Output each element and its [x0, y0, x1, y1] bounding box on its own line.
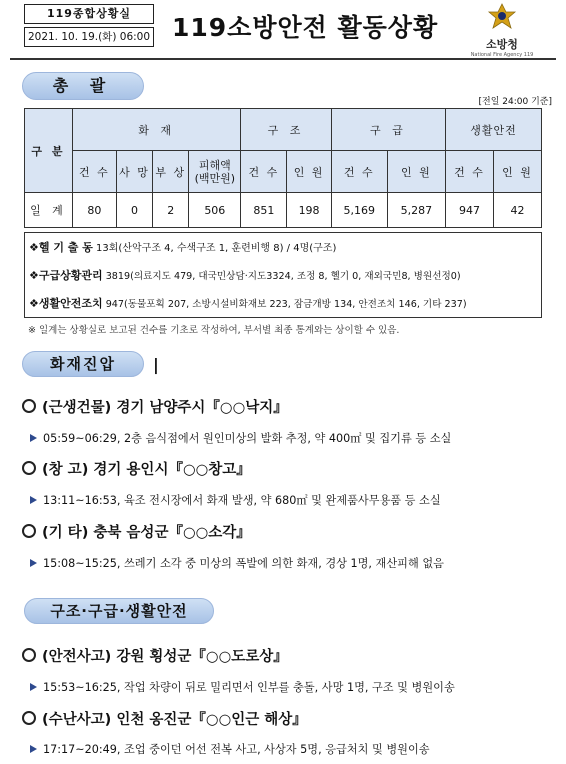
triangle-bullet-icon: [30, 496, 37, 504]
fire-item-title: [22, 458, 251, 479]
summary-line-safety: [29, 295, 467, 311]
report-date: 2021. 10. 19.(화) 06:00: [24, 27, 154, 47]
col-header: 사 망: [116, 151, 152, 193]
rescue-section-pill: 구조·구급·생활안전: [24, 598, 214, 624]
group-fire: 화 재: [72, 109, 240, 151]
footnote: ※ 일계는 상황실로 보고된 건수를 기초로 작성하여, 부서별 최종 통계와는 상이할 수 있음.: [28, 325, 400, 336]
group-safety: 생활안전: [445, 109, 541, 151]
cell-fire-injuries: 2: [153, 193, 189, 228]
agency-logo: [470, 2, 534, 58]
row-header: 구 분: [25, 109, 73, 193]
rescue-item-detail: [30, 679, 455, 695]
fire-item-title: [22, 521, 251, 542]
col-header: 건 수: [331, 151, 387, 193]
cell-safety-people: 42: [494, 193, 542, 228]
group-ems: 구 급: [331, 109, 445, 151]
rescue-item-detail: [30, 741, 430, 757]
triangle-bullet-icon: [30, 434, 37, 442]
rescue-item-detail-text: 15:53~16:25, 작업 차량이 뒤로 밀리면서 인부를 충돌, 사망 1명, 구조 및 병원이송: [43, 681, 455, 694]
fire-item-detail-text: 05:59~06:29, 2층 음식점에서 원인미상의 발화 추정, 약 400㎡ 및 집기류 등 소실: [43, 432, 452, 445]
col-header: 건 수: [72, 151, 116, 193]
office-label: 119종합상황실: [24, 4, 154, 24]
triangle-bullet-icon: [30, 559, 37, 567]
col-header: 인 원: [387, 151, 445, 193]
cell-ems-people: 5,287: [387, 193, 445, 228]
rescue-item-title: [22, 708, 307, 729]
page-title: 119소방안전 활동상황: [172, 13, 439, 42]
fire-item-detail: [30, 430, 451, 446]
baseline-time: [전일 24:00 기준]: [478, 97, 552, 107]
summary-line-label: ❖헬 기 출 동: [29, 241, 93, 254]
col-header: 건 수: [445, 151, 493, 193]
fire-item-title-text: (기 타) 충북 음성군『○○소각』: [42, 525, 251, 541]
col-header: 피해액 (백만원): [189, 151, 241, 193]
stats-table: [24, 108, 542, 228]
circle-bullet-icon: [22, 648, 36, 662]
col-header: 건 수: [241, 151, 287, 193]
rescue-item-title: [22, 645, 288, 666]
fire-item-title: [22, 396, 288, 417]
cell-fire-count: 80: [72, 193, 116, 228]
fire-item-detail-text: 15:08~15:25, 쓰레기 소각 중 미상의 폭발에 의한 화재, 경상 1명, 재산피해 없음: [43, 557, 444, 570]
summary-line-ems: [29, 267, 461, 283]
cell-rescue-count: 851: [241, 193, 287, 228]
fire-item-title-text: (근생건물) 경기 남양주시『○○낙지』: [42, 400, 288, 416]
rescue-item-detail-text: 17:17~20:49, 조업 중이던 어선 전복 사고, 사상자 5명, 응급처치 및 병원이송: [43, 743, 430, 756]
circle-bullet-icon: [22, 461, 36, 475]
cell-fire-damage: 506: [189, 193, 241, 228]
table-row: [25, 193, 542, 228]
summary-line-label: ❖생활안전조치: [29, 297, 103, 310]
summary-section-pill: 총 괄: [22, 72, 144, 100]
summary-line-text: 3819(의료지도 479, 대국민상담·지도3324, 조정 8, 헬기 0, 재외국민8, 병원선정0): [105, 271, 461, 282]
summary-line-text: 13회(산악구조 4, 수색구조 1, 훈련비행 8) / 4명(구조): [96, 243, 337, 254]
circle-bullet-icon: [22, 711, 36, 725]
fire-item-detail: [30, 555, 444, 571]
fire-agency-emblem-icon: [485, 2, 519, 32]
cell-rescue-people: 198: [287, 193, 331, 228]
summary-details-box: [24, 232, 542, 318]
fire-item-detail: [30, 492, 441, 508]
cell-fire-deaths: 0: [116, 193, 152, 228]
fire-section-pill: 화재진압: [22, 351, 144, 377]
row-label: 일 계: [25, 193, 73, 228]
cell-safety-count: 947: [445, 193, 493, 228]
circle-bullet-icon: [22, 524, 36, 538]
triangle-bullet-icon: [30, 745, 37, 753]
group-rescue: 구 조: [241, 109, 331, 151]
col-header: 인 원: [287, 151, 331, 193]
col-header: 부 상: [153, 151, 189, 193]
triangle-bullet-icon: [30, 683, 37, 691]
cursor-bar: |: [153, 355, 159, 374]
cell-ems-count: 5,169: [331, 193, 387, 228]
summary-line-helicopter: [29, 239, 336, 255]
header-divider: [10, 58, 556, 60]
rescue-item-title-text: (안전사고) 강원 횡성군『○○도로상』: [42, 649, 288, 665]
rescue-item-title-text: (수난사고) 인천 옹진군『○○인근 해상』: [42, 712, 307, 728]
fire-item-detail-text: 13:11~16:53, 육조 전시장에서 화재 발생, 약 680㎡ 및 완제품사무용품 등 소실: [43, 494, 441, 507]
logo-subtext: National Fire Agency 119: [470, 52, 534, 58]
summary-line-label: ❖구급상황관리: [29, 269, 103, 282]
logo-text: 소방청: [486, 38, 518, 51]
summary-line-text: 947(동물포획 207, 소방시설비화재보 223, 잠금개방 134, 안전조치 146, 기타 237): [105, 299, 467, 310]
fire-item-title-text: (창 고) 경기 용인시『○○창고』: [42, 462, 251, 478]
col-header: 인 원: [494, 151, 542, 193]
circle-bullet-icon: [22, 399, 36, 413]
